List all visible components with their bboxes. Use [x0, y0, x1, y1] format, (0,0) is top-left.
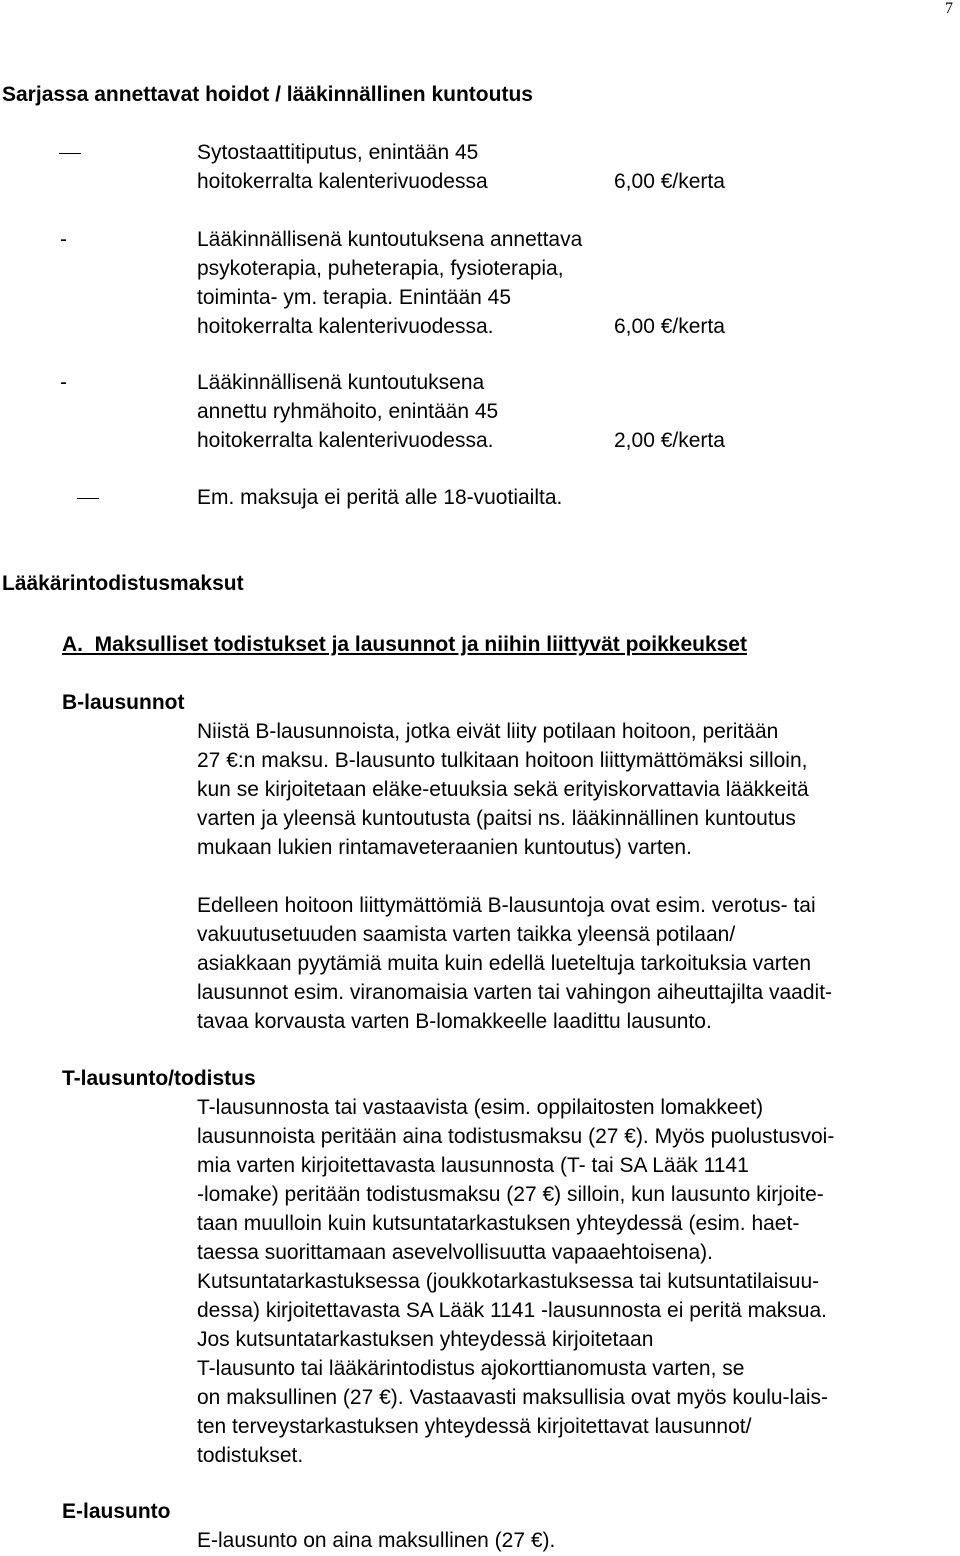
item-line: Sytostaattitiputus, enintään 45	[197, 141, 479, 164]
text-line: varten ja yleensä kuntoutusta (paitsi ns. lääkinnällinen kuntoutus	[197, 807, 796, 830]
list-item	[197, 483, 562, 512]
section-heading: Sarjassa annettavat hoidot / lääkinnällinen kuntoutus	[2, 83, 533, 106]
list-item	[197, 225, 582, 341]
e-lausunto-heading: E-lausunto	[62, 1500, 171, 1523]
item-price: 6,00 €/kerta	[614, 170, 725, 193]
text-line: 27 €:n maksu. B-lausunto tulkitaan hoitoon liittymättömäksi silloin,	[197, 749, 808, 772]
b-lausunnot-para1	[197, 717, 809, 862]
text-line: kun se kirjoitetaan eläke-etuuksia sekä erityiskorvattavia lääkkeitä	[197, 778, 809, 801]
text-line: T-lausunto tai lääkärintodistus ajokorttianomusta varten, se	[197, 1357, 745, 1380]
item-line: Lääkinnällisenä kuntoutuksena	[197, 371, 485, 394]
text-line: lausunnoista peritään aina todistusmaksu (27 €). Myös puolustusvoi-	[197, 1125, 835, 1148]
t-lausunto-heading: T-lausunto/todistus	[62, 1067, 256, 1090]
dash-bullet	[59, 153, 81, 154]
b-lausunnot-para2	[197, 891, 832, 1036]
list-item	[197, 138, 488, 196]
text-line: Kutsuntatarkastuksessa (joukkotarkastuksessa tai kutsuntatilaisuu-	[197, 1270, 820, 1293]
dash-bullet	[77, 498, 99, 499]
item-line: hoitokerralta kalenterivuodessa.	[197, 315, 494, 338]
text-line: dessa) kirjoitettavasta SA Lääk 1141 -lausunnosta ei peritä maksua.	[197, 1299, 827, 1322]
text-line: Edelleen hoitoon liittymättömiä B-lausuntoja ovat esim. verotus- tai	[197, 894, 816, 917]
text-line: on maksullinen (27 €). Vastaavasti maksullisia ovat myös koulu-lais-	[197, 1386, 829, 1409]
text-line: taessa suorittamaan asevelvollisuutta vapaaehtoisena).	[197, 1241, 713, 1264]
b-lausunnot-heading: B-lausunnot	[62, 691, 185, 714]
text-line: Niistä B-lausunnoista, jotka eivät liity potilaan hoitoon, peritään	[197, 720, 779, 743]
item-line: toiminta- ym. terapia. Enintään 45	[197, 286, 511, 309]
text-line: mukaan lukien rintamaveteraanien kuntoutus) varten.	[197, 836, 692, 859]
item-line: hoitokerralta kalenterivuodessa.	[197, 429, 494, 452]
text-line: vakuutusetuuden saamista varten taikka yleensä potilaan/	[197, 923, 736, 946]
text-line: tavaa korvausta varten B-lomakkeelle laadittu lausunto.	[197, 1010, 712, 1033]
list-item	[197, 368, 498, 455]
item-line: hoitokerralta kalenterivuodessa	[197, 170, 488, 193]
text-line: -lomake) peritään todistusmaksu (27 €) silloin, kun lausunto kirjoite-	[197, 1183, 824, 1206]
text-line: lausunnot esim. viranomaisia varten tai vahingon aiheuttajilta vaadit-	[197, 981, 833, 1004]
section-heading: Lääkärintodistusmaksut	[2, 572, 244, 595]
item-price: 2,00 €/kerta	[614, 429, 725, 452]
page-number: 7	[945, 0, 953, 17]
text-line: todistukset.	[197, 1444, 304, 1467]
e-lausunto-text: E-lausunto on aina maksullinen (27 €).	[197, 1529, 556, 1552]
t-lausunto-body	[197, 1093, 834, 1470]
item-line: annettu ryhmähoito, enintään 45	[197, 400, 499, 423]
text-line: mia varten kirjoitettavasta lausunnosta (T- tai SA Lääk 1141	[197, 1154, 749, 1177]
text-line: ten terveystarkastuksen yhteydessä kirjoitettavat lausunnot/	[197, 1415, 752, 1438]
text-line: asiakkaan pyytämiä muita kuin edellä lueteltuja tarkoituksia varten	[197, 952, 811, 975]
hyphen-bullet: -	[60, 371, 67, 394]
hyphen-bullet: -	[60, 228, 67, 251]
text-line: Jos kutsuntatarkastuksen yhteydessä kirjoitetaan	[197, 1328, 654, 1351]
item-line: Lääkinnällisenä kuntoutuksena annettava	[197, 228, 583, 251]
text-line: taan muulloin kuin kutsuntatarkastuksen yhteydessä (esim. haet-	[197, 1212, 800, 1235]
item-line: psykoterapia, puheterapia, fysioterapia,	[197, 257, 564, 280]
item-price: 6,00 €/kerta	[614, 315, 725, 338]
subheading: A. Maksulliset todistukset ja lausunnot ja niihin liittyvät poikkeukset	[62, 633, 747, 656]
text-line: T-lausunnosta tai vastaavista (esim. oppilaitosten lomakkeet)	[197, 1096, 764, 1119]
item-line: Em. maksuja ei peritä alle 18-vuotiailta.	[197, 486, 563, 509]
